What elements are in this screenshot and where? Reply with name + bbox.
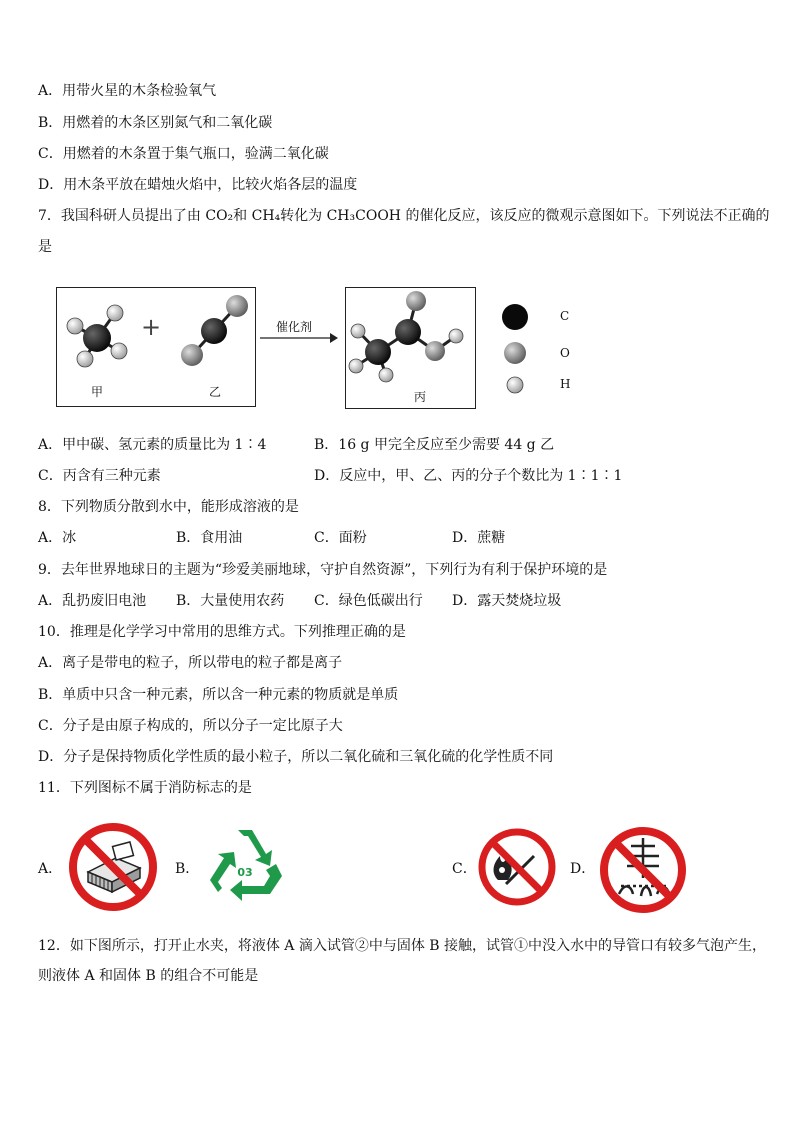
methane-molecule xyxy=(67,305,127,367)
q6-option-d: D．用木条平放在蜡烛火焰中，比较火焰各层的温度 xyxy=(38,177,358,193)
q11-stem: 11．下列图标不属于消防标志的是 xyxy=(38,780,252,796)
legend-o-label: O xyxy=(560,346,570,360)
q11-label-d: D． xyxy=(570,861,596,877)
legend-oxygen-atom xyxy=(504,342,526,364)
q7-option-d: D．反应中，甲、乙、丙的分子个数比为 1∶1∶1 xyxy=(314,468,623,484)
q7-option-c: C．丙含有三种元素 xyxy=(38,468,161,484)
q11-label-a: A． xyxy=(38,861,63,877)
legend-hydrogen-atom xyxy=(507,377,523,393)
carbon-dioxide-molecule xyxy=(181,295,248,366)
q8-option-c: C．面粉 xyxy=(314,530,367,546)
recycle-sign xyxy=(200,820,290,904)
q8-option-b: B．食用油 xyxy=(176,530,243,546)
no-fireworks-sign xyxy=(597,824,689,916)
q8-option-a: A．冰 xyxy=(38,530,77,546)
plus-sign: + xyxy=(141,313,162,341)
q6-option-c: C．用燃着的木条置于集气瓶口，验满二氧化碳 xyxy=(38,146,329,162)
q12-stem: 12．如下图所示，打开止水夹，将液体 A 滴入试管②中与固体 B 接触，试管①中没入水中的导管口有较多气泡产生， xyxy=(38,938,767,954)
q9-stem: 9．去年世界地球日的主题为“珍爱美丽地球，守护自然资源”，下列行为有利于保护环境的是 xyxy=(38,562,608,578)
acetic-acid-molecule xyxy=(346,288,475,408)
atom-legend xyxy=(500,302,532,397)
catalyst-label: 催化剂 xyxy=(276,320,313,334)
q10-option-b: B．单质中只含一种元素，所以含一种元素的物质就是单质 xyxy=(38,687,399,703)
legend-c-label: C xyxy=(560,309,570,323)
q9-option-b: B．大量使用农药 xyxy=(176,593,285,609)
legend-h-label: H xyxy=(560,377,571,391)
label-bing: 丙 xyxy=(414,390,427,404)
label-jia: 甲 xyxy=(91,385,104,399)
recycle-number: 03 xyxy=(237,866,253,879)
reaction-arrow xyxy=(260,330,340,346)
q6-option-a: A．用带火星的木条检验氧气 xyxy=(38,83,217,99)
q7-option-b: B．16 g 甲完全反应至少需要 44 g 乙 xyxy=(314,437,555,453)
q9-option-d: D．露天焚烧垃圾 xyxy=(452,593,562,609)
products-box xyxy=(345,287,476,409)
q7-stem: 7．我国科研人员提出了由 CO₂和 CH₄转化为 CH₃COOH 的催化反应，该反应的微观示意图如下。下列说法不正确的 xyxy=(38,208,770,224)
no-matches-sign xyxy=(66,820,160,914)
q9-option-a: A．乱扔废旧电池 xyxy=(38,593,147,609)
no-open-flame-sign xyxy=(476,826,558,908)
q8-option-d: D．蔗糖 xyxy=(452,530,506,546)
q10-option-c: C．分子是由原子构成的，所以分子一定比原子大 xyxy=(38,718,343,734)
label-yi: 乙 xyxy=(209,385,222,399)
q6-option-b: B．用燃着的木条区别氮气和二氧化碳 xyxy=(38,115,273,131)
q12-stem-continued: 则液体 A 和固体 B 的组合不可能是 xyxy=(38,968,259,984)
q7-stem-continued: 是 xyxy=(38,239,52,255)
q11-label-c: C． xyxy=(452,861,477,877)
q9-option-c: C．绿色低碳出行 xyxy=(314,593,423,609)
q10-option-d: D．分子是保持物质化学性质的最小粒子，所以二氧化硫和三氧化硫的化学性质不同 xyxy=(38,749,554,765)
q11-label-b: B． xyxy=(175,861,200,877)
reactant-molecules xyxy=(57,288,255,406)
q10-option-a: A．离子是带电的粒子，所以带电的粒子都是离子 xyxy=(38,655,343,671)
legend-carbon-atom xyxy=(502,304,528,330)
q10-stem: 10．推理是化学学习中常用的思维方式。下列推理正确的是 xyxy=(38,624,406,640)
reactants-box xyxy=(56,287,256,407)
q7-option-a: A．甲中碳、氢元素的质量比为 1∶4 xyxy=(38,437,267,453)
q8-stem: 8．下列物质分散到水中，能形成溶液的是 xyxy=(38,499,299,515)
